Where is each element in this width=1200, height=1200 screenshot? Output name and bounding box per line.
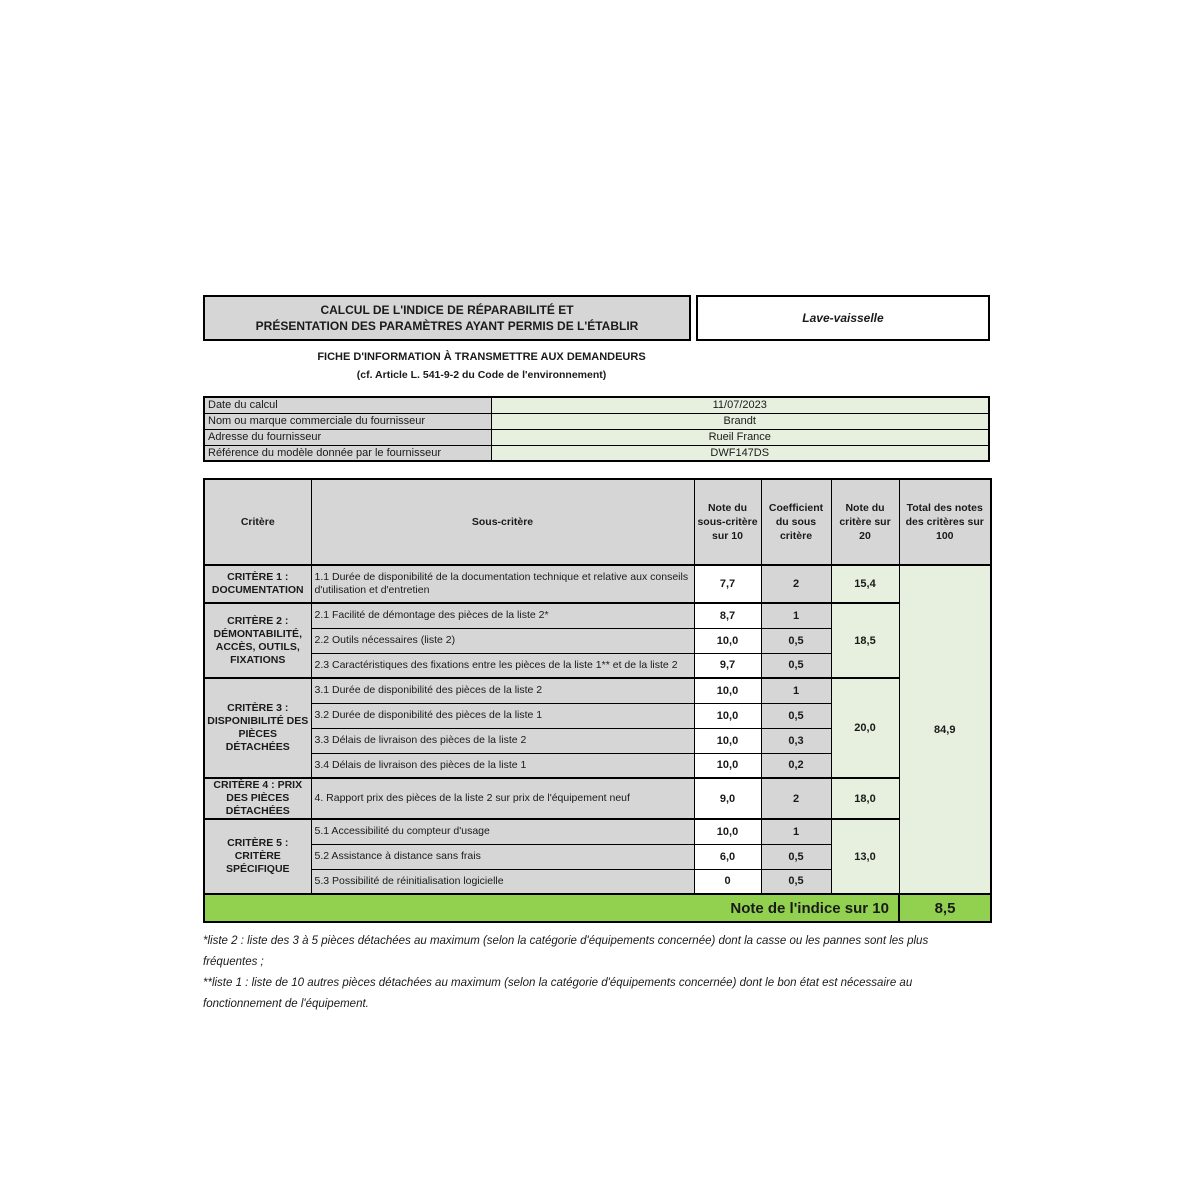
subtitle-block	[203, 350, 760, 383]
note-3-1: 10,0	[694, 678, 761, 703]
header-note-sur-10: Note du sous-critère sur 10	[694, 479, 761, 565]
header-critere: Critère	[204, 479, 311, 565]
note-3-3: 10,0	[694, 728, 761, 753]
note-3-2: 10,0	[694, 703, 761, 728]
document-title-box	[203, 295, 691, 341]
header-note-sur-20: Note du critère sur 20	[831, 479, 899, 565]
coef-1-1: 2	[761, 565, 831, 603]
product-type-label: Lave-vaisselle	[802, 311, 884, 325]
sous-critere-3-4: 3.4 Délais de livraison des pièces de la liste 1	[311, 753, 694, 778]
info-value-brand: Brandt	[491, 413, 989, 429]
note-2-3: 9,7	[694, 653, 761, 678]
note-5-2: 6,0	[694, 844, 761, 869]
coef-2-2: 0,5	[761, 628, 831, 653]
table-row	[204, 678, 991, 703]
subtitle-reference: (cf. Article L. 541-9-2 du Code de l'environnement)	[356, 369, 607, 381]
criteria-table-header-row	[204, 479, 991, 565]
footnotes	[203, 931, 978, 1015]
header-band	[203, 295, 990, 341]
table-row	[204, 565, 991, 603]
info-row-model	[204, 445, 989, 461]
final-score-value: 8,5	[899, 894, 991, 922]
info-label-address: Adresse du fournisseur	[204, 429, 491, 445]
table-row	[204, 819, 991, 844]
info-label-date: Date du calcul	[204, 397, 491, 413]
info-row-brand	[204, 413, 989, 429]
document-title-line2: PRÉSENTATION DES PARAMÈTRES AYANT PERMIS DE L'ÉTABLIR	[255, 319, 639, 333]
product-type-box	[696, 295, 990, 341]
final-score-row	[204, 894, 991, 922]
sous-critere-3-3: 3.3 Délais de livraison des pièces de la liste 2	[311, 728, 694, 753]
footnote-liste-1: **liste 1 : liste de 10 autres pièces détachées au maximum (selon la catégorie d'équipements concernée) dont le bon état est nécessaire au fonctionnement de l'équipement.	[203, 977, 913, 1010]
info-value-model: DWF147DS	[491, 445, 989, 461]
info-label-model: Référence du modèle donnée par le fournisseur	[204, 445, 491, 461]
table-row	[204, 778, 991, 819]
sous-critere-3-1: 3.1 Durée de disponibilité des pièces de la liste 2	[311, 678, 694, 703]
coef-5-2: 0,5	[761, 844, 831, 869]
info-value-date: 11/07/2023	[491, 397, 989, 413]
subtitle: FICHE D'INFORMATION À TRANSMETTRE AUX DEMANDEURS	[317, 351, 646, 363]
coef-2-1: 1	[761, 603, 831, 628]
critere-4-cell: CRITÈRE 4 : PRIX DES PIÈCES DÉTACHÉES	[204, 778, 311, 819]
note-3-4: 10,0	[694, 753, 761, 778]
coef-4: 2	[761, 778, 831, 819]
supplier-info-table	[203, 396, 990, 462]
sous-critere-1-1: 1.1 Durée de disponibilité de la documentation technique et relative aux conseils d'utilisation et d'entretien	[311, 565, 694, 603]
note20-critere-2: 18,5	[831, 603, 899, 678]
note20-critere-5: 13,0	[831, 819, 899, 894]
final-score-label: Note de l'indice sur 10	[204, 894, 899, 922]
total-sur-100-cell: 84,9	[899, 565, 991, 894]
coef-2-3: 0,5	[761, 653, 831, 678]
note-5-1: 10,0	[694, 819, 761, 844]
sous-critere-2-1: 2.1 Facilité de démontage des pièces de la liste 2*	[311, 603, 694, 628]
header-sous-critere: Sous-critère	[311, 479, 694, 565]
header-coefficient: Coefficient du sous critère	[761, 479, 831, 565]
note-2-1: 8,7	[694, 603, 761, 628]
coef-3-3: 0,3	[761, 728, 831, 753]
info-row-address	[204, 429, 989, 445]
document-title-line1: CALCUL DE L'INDICE DE RÉPARABILITÉ ET	[320, 303, 574, 317]
criteria-table	[203, 478, 992, 923]
sous-critere-3-2: 3.2 Durée de disponibilité des pièces de la liste 1	[311, 703, 694, 728]
coef-3-1: 1	[761, 678, 831, 703]
sous-critere-4: 4. Rapport prix des pièces de la liste 2 sur prix de l'équipement neuf	[311, 778, 694, 819]
critere-5-cell: CRITÈRE 5 : CRITÈRE SPÉCIFIQUE	[204, 819, 311, 894]
coef-5-3: 0,5	[761, 869, 831, 894]
critere-3-cell: CRITÈRE 3 : DISPONIBILITÉ DES PIÈCES DÉTACHÉES	[204, 678, 311, 778]
info-value-address: Rueil France	[491, 429, 989, 445]
note-2-2: 10,0	[694, 628, 761, 653]
document-content	[203, 295, 990, 1015]
note20-critere-1: 15,4	[831, 565, 899, 603]
note-5-3: 0	[694, 869, 761, 894]
critere-2-cell: CRITÈRE 2 : DÉMONTABILITÉ, ACCÈS, OUTILS, FIXATIONS	[204, 603, 311, 678]
sous-critere-2-3: 2.3 Caractéristiques des fixations entre les pièces de la liste 1** et de la liste 2	[311, 653, 694, 678]
info-row-date	[204, 397, 989, 413]
coef-3-2: 0,5	[761, 703, 831, 728]
coef-5-1: 1	[761, 819, 831, 844]
note-4: 9,0	[694, 778, 761, 819]
footnote-liste-2: *liste 2 : liste des 3 à 5 pièces détachées au maximum (selon la catégorie d'équipements concernée) dont la casse ou les pannes sont les plus fréquentes ;	[203, 935, 929, 968]
sous-critere-5-2: 5.2 Assistance à distance sans frais	[311, 844, 694, 869]
note20-critere-3: 20,0	[831, 678, 899, 778]
sous-critere-2-2: 2.2 Outils nécessaires (liste 2)	[311, 628, 694, 653]
table-row	[204, 603, 991, 628]
coef-3-4: 0,2	[761, 753, 831, 778]
sous-critere-5-3: 5.3 Possibilité de réinitialisation logicielle	[311, 869, 694, 894]
sous-critere-5-1: 5.1 Accessibilité du compteur d'usage	[311, 819, 694, 844]
info-label-brand: Nom ou marque commerciale du fournisseur	[204, 413, 491, 429]
header-total-sur-100: Total des notes des critères sur 100	[899, 479, 991, 565]
note20-critere-4: 18,0	[831, 778, 899, 819]
note-1-1: 7,7	[694, 565, 761, 603]
critere-1-cell: CRITÈRE 1 : DOCUMENTATION	[204, 565, 311, 603]
